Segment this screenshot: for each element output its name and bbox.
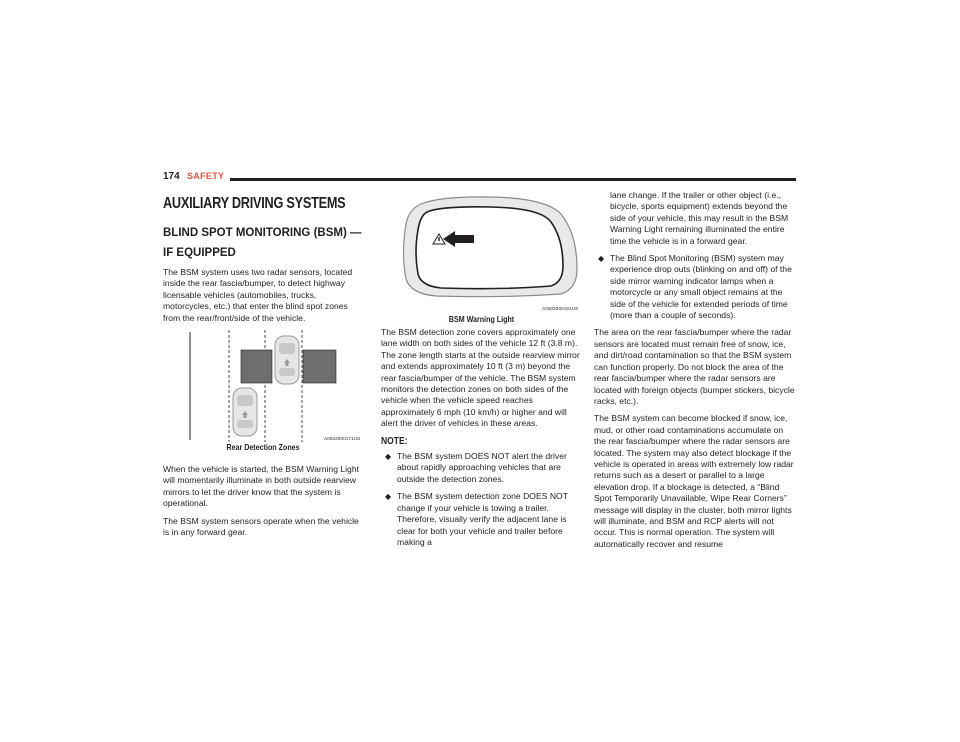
list-item (594, 253, 797, 321)
figure-caption: BSM Warning Light (448, 314, 515, 324)
diamond-bullet-icon: ◆ (598, 254, 605, 264)
subheading-line-1: BLIND SPOT MONITORING (BSM) — (163, 227, 362, 239)
diamond-bullet-icon: ◆ (385, 452, 392, 462)
detection-zone-paragraph: The BSM detection zone covers approximately one lane width on both sides of the vehicle 12 ft (3.8 m). The zone length starts at the outside rearview mirror and extends approximately 10 ft (3 m) beyond the rear fascia/bumper of the vehicle. The BSM system monitors the detection zones on both sides of the vehicle when the vehicle speed reaches approximately 6 mph (10 km/h) or higher and will alert the driver of vehicles in these areas. (381, 327, 580, 429)
list-item (381, 491, 582, 548)
host-vehicle-icon (275, 336, 299, 384)
list-item (381, 451, 582, 485)
figure-code: A0502000181US (542, 306, 579, 311)
note-list-continued (594, 190, 797, 321)
column-2 (381, 194, 582, 554)
section-title: SAFETY (187, 171, 225, 181)
page-number: 174 (163, 171, 180, 182)
list-item (594, 190, 797, 247)
sensor-area-paragraph: The area on the rear fascia/bumper where the radar sensors are located must remain free of snow, ice, and dirt/road contamination so that the BSM system can function properly. Do not block the area of the rear fascia/bumper where the radar sensors are located with foreign objects (bumper stickers, bicycle racks, etc.). (594, 327, 795, 406)
startup-paragraph: When the vehicle is started, the BSM Warning Light will momentarily illuminate in both outside rearview mirrors to let the driver know that the system is operational. (163, 464, 359, 509)
list-item-text: The BSM system DOES NOT alert the driver about rapidly approaching vehicles that are outside the detection zones. (397, 451, 567, 484)
section-heading: AUXILIARY DRIVING SYSTEMS (163, 195, 346, 212)
rear-detection-zones-diagram (163, 330, 363, 442)
blockage-paragraph: The BSM system can become blocked if snow, ice, mud, or other road contaminations accumulate on the rear fascia/bumper where the radar sensors are located. The system may also detect blockage if the vehicle is operated in areas with extremely low radar returns such as a desert or parallel to a large elevation drop. If a blockage is detected, a “Blind Spot Temporarily Unavailable, Wipe Rear Corners” message will display in the cluster, both mirror lights will illuminate, and BSM and RCP alerts will not occur. This is normal operation. The system will automatically recover and resume (594, 413, 794, 549)
column-1 (163, 195, 363, 544)
header-rule (230, 178, 796, 181)
figure-caption: Rear Detection Zones (226, 442, 300, 453)
intro-paragraph: The BSM system uses two radar sensors, located inside the rear fascia/bumper, to detect highway licensable vehicles (automobiles, trucks, motorcycles, etc.) that enter the blind spot zones from the rear/front/side of the vehicle. (163, 267, 353, 323)
adjacent-vehicle-icon (233, 388, 257, 436)
rear-detection-zones-figure (163, 330, 363, 453)
bsm-warning-light-figure (381, 194, 582, 324)
diamond-bullet-icon: ◆ (385, 492, 392, 502)
list-item-text: The Blind Spot Monitoring (BSM) system may experience drop outs (blinking on and off) of the side mirror warning indicator lamps when a motorcycle or any small object remains at the side of the vehicle for extended periods of time (more than a couple of seconds). (610, 253, 792, 321)
list-item-text: The BSM system detection zone DOES NOT change if your vehicle is towing a trailer. Therefore, visually verify the adjacent lane is clear for both your vehicle and trailer before making a (397, 491, 568, 547)
side-mirror-illustration (381, 194, 582, 299)
forward-gear-paragraph: The BSM system sensors operate when the vehicle is in any forward gear. (163, 515, 359, 538)
subheading-line-2: IF EQUIPPED (163, 247, 236, 259)
figure-code: A0502000171US (324, 436, 361, 442)
note-label: NOTE: (381, 435, 408, 447)
list-item-text: lane change. If the trailer or other object (i.e., bicycle, sports equipment) extends beyond the side of your vehicle, this may result in the BSM Warning Light remaining illuminated the entire time the vehicle is in a forward gear. (610, 190, 789, 246)
column-3 (594, 190, 797, 556)
note-list (381, 451, 582, 548)
